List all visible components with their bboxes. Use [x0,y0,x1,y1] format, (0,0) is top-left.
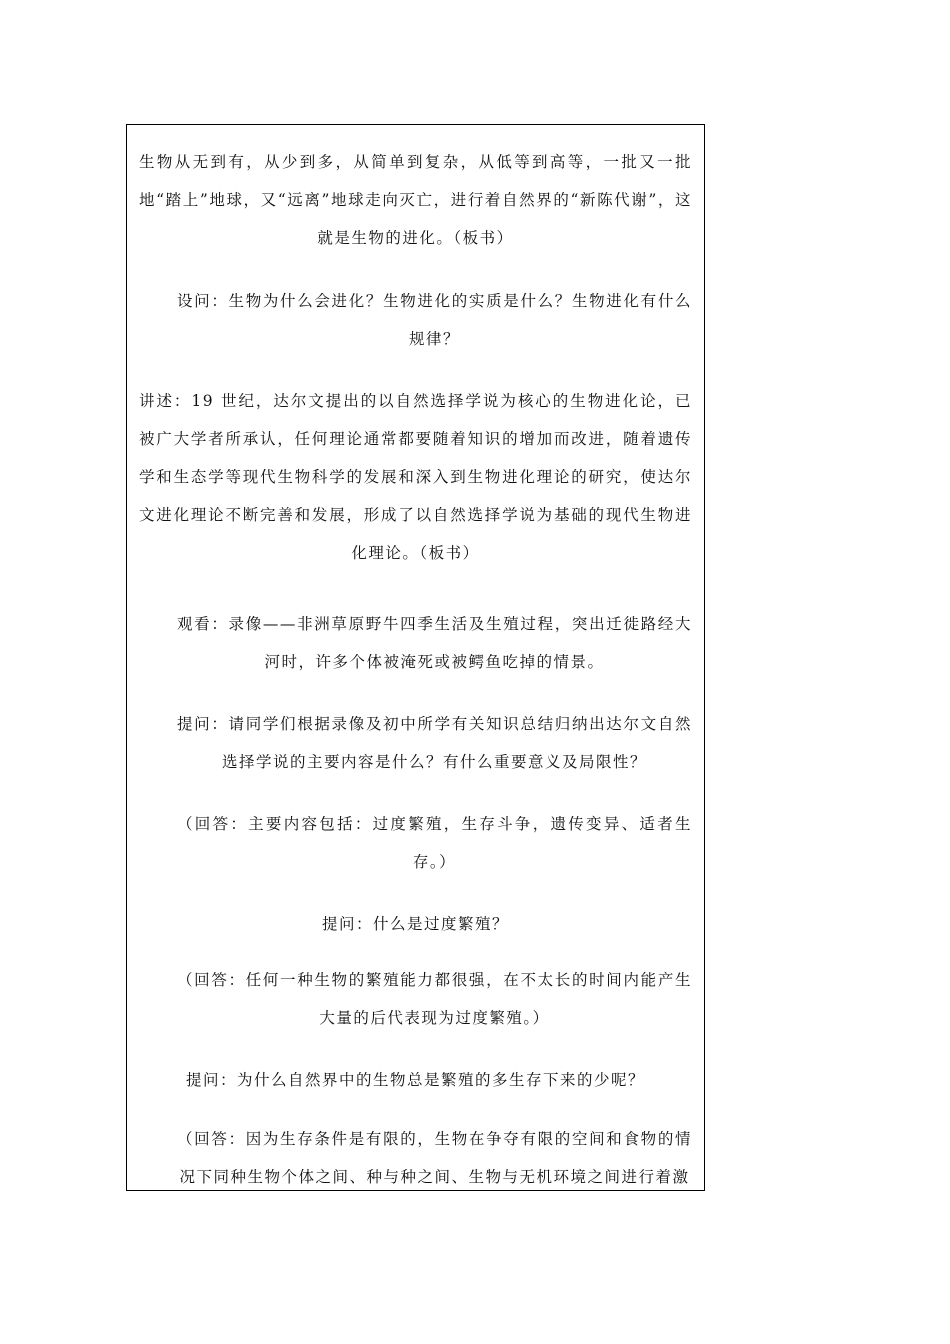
paragraph-question-main-content: 提问：请同学们根据录像及初中所学有关知识总结归纳出达尔文自然选择学说的主要内容是什么？有什么重要意义及局限性？ [177,715,692,771]
paragraph-evolution-intro: 生物从无到有，从少到多，从简单到复杂，从低等到高等，一批又一批地“踏上”地球，又“远离”地球走向灭亡，进行着自然界的“新陈代谢”，这就是生物的进化。（板书） [139,153,692,247]
paragraph-answer-main-content: （回答：主要内容包括：过度繁殖，生存斗争，遗传变异、适者生存。） [177,815,692,871]
paragraph-question-overproduction: 提问：什么是过度繁殖？ [321,915,509,933]
paragraph-answer-overproduction: （回答：任何一种生物的繁殖能力都很强，在不太长的时间内能产生大量的后代表现为过度繁殖。） [177,971,692,1027]
paragraph-lecture-darwin: 讲述：19 世纪，达尔文提出的以自然选择学说为核心的生物进化论，已被广大学者所承认，任何理论通常都要随着知识的增加而改进，随着遗传学和生态学等现代生物科学的发展和深入到生物进化理论的研究，使达尔文进化理论不断完善和发展，形成了以自然选择学说为基础的现代生物进化理论。（板书） [139,392,692,562]
paragraph-question-survival: 提问：为什么自然界中的生物总是繁殖的多生存下来的少呢？ [185,1071,645,1089]
paragraph-watch-video: 观看：录像——非洲草原野牛四季生活及生殖过程，突出迁徙路经大河时，许多个体被淹死或被鳄鱼吃掉的情景。 [177,615,692,671]
content-frame [126,124,705,1191]
paragraph-answer-survival: （回答：因为生存条件是有限的，生物在争夺有限的空间和食物的情况下同种生物个体之间、种与种之间、生物与无机环境之间进行着激 [177,1130,692,1186]
paragraph-question-why-evolve: 设问：生物为什么会进化？生物进化的实质是什么？生物进化有什么规律？ [177,292,692,348]
